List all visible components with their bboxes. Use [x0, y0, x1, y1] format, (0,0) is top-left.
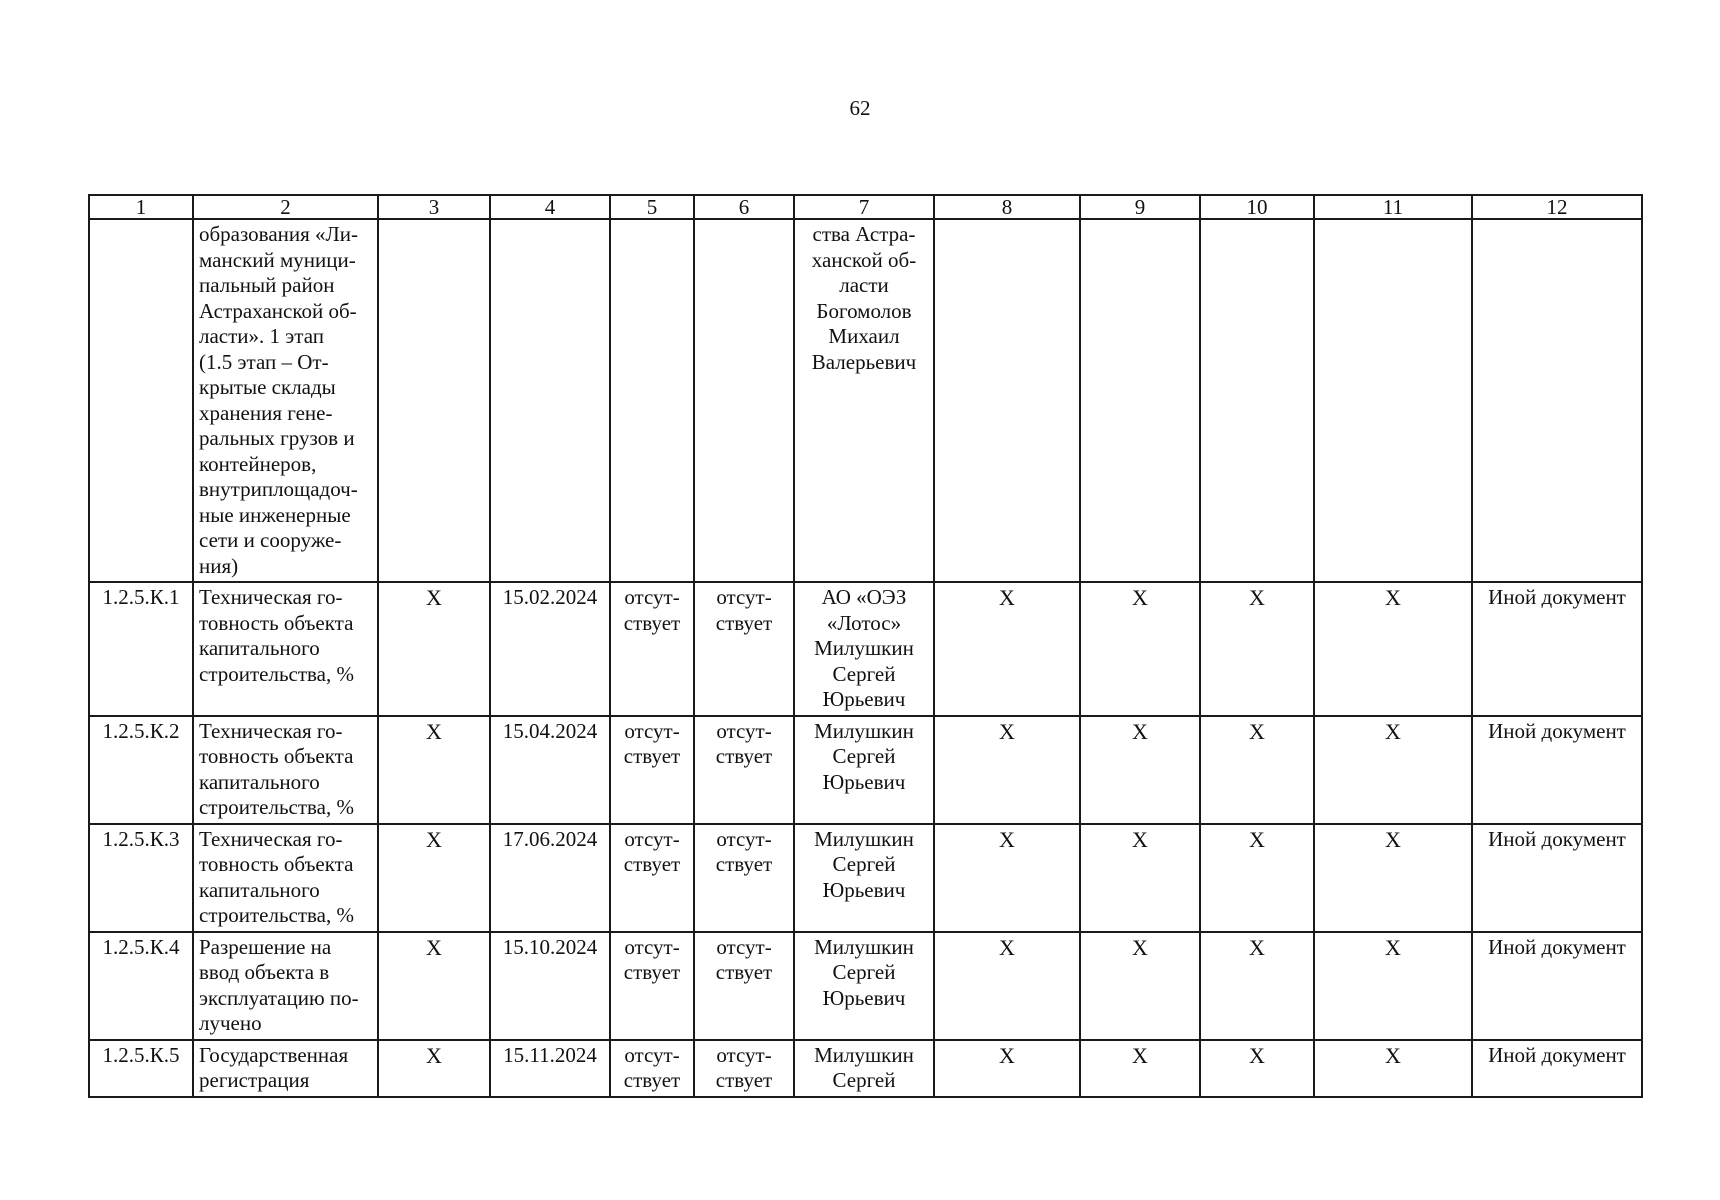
- row-name: Государственная регистрация: [193, 1040, 378, 1097]
- column-header: 12: [1472, 195, 1642, 219]
- column-header: 1: [89, 195, 193, 219]
- cell-5: отсут- ствует: [610, 1040, 694, 1097]
- column-header: 5: [610, 195, 694, 219]
- cell-3: X: [378, 582, 490, 716]
- cell-8: X: [934, 1040, 1080, 1097]
- cell-document: Иной документ: [1472, 1040, 1642, 1097]
- cell-8: X: [934, 824, 1080, 932]
- cell-responsible: Милушкин Сергей Юрьевич: [794, 716, 934, 824]
- cell-responsible: Милушкин Сергей Юрьевич: [794, 932, 934, 1040]
- cell-5: [610, 219, 694, 582]
- cell-3: X: [378, 716, 490, 824]
- column-header: 8: [934, 195, 1080, 219]
- cell-11: X: [1314, 1040, 1472, 1097]
- cell-document: [1472, 219, 1642, 582]
- row-code: 1.2.5.К.1: [89, 582, 193, 716]
- table-row: [89, 219, 1642, 582]
- cell-date: 15.04.2024: [490, 716, 610, 824]
- cell-9: X: [1080, 1040, 1200, 1097]
- cell-11: X: [1314, 716, 1472, 824]
- column-header: 6: [694, 195, 794, 219]
- cell-8: [934, 219, 1080, 582]
- row-name: Техническая го- товность объекта капитального строительства, %: [193, 716, 378, 824]
- cell-10: X: [1200, 716, 1314, 824]
- column-header: 4: [490, 195, 610, 219]
- cell-6: отсут- ствует: [694, 824, 794, 932]
- cell-6: отсут- ствует: [694, 582, 794, 716]
- row-name: Разрешение на ввод объекта в эксплуатацию по- лучено: [193, 932, 378, 1040]
- table-row: [89, 824, 1642, 932]
- cell-date: 15.11.2024: [490, 1040, 610, 1097]
- cell-5: отсут- ствует: [610, 824, 694, 932]
- cell-document: Иной документ: [1472, 932, 1642, 1040]
- column-header: 7: [794, 195, 934, 219]
- cell-8: X: [934, 932, 1080, 1040]
- cell-11: X: [1314, 824, 1472, 932]
- cell-6: отсут- ствует: [694, 716, 794, 824]
- row-name: Техническая го- товность объекта капитального строительства, %: [193, 582, 378, 716]
- column-header: 3: [378, 195, 490, 219]
- cell-10: [1200, 219, 1314, 582]
- cell-9: X: [1080, 824, 1200, 932]
- cell-6: [694, 219, 794, 582]
- cell-10: X: [1200, 1040, 1314, 1097]
- cell-date: [490, 219, 610, 582]
- cell-responsible: АО «ОЭЗ «Лотос» Милушкин Сергей Юрьевич: [794, 582, 934, 716]
- row-code: 1.2.5.К.2: [89, 716, 193, 824]
- cell-9: X: [1080, 582, 1200, 716]
- cell-11: [1314, 219, 1472, 582]
- row-code: 1.2.5.К.4: [89, 932, 193, 1040]
- row-name: Техническая го- товность объекта капитального строительства, %: [193, 824, 378, 932]
- cell-6: отсут- ствует: [694, 1040, 794, 1097]
- cell-9: [1080, 219, 1200, 582]
- page-number: 62: [849, 96, 871, 120]
- row-code: 1.2.5.К.5: [89, 1040, 193, 1097]
- cell-5: отсут- ствует: [610, 932, 694, 1040]
- cell-11: X: [1314, 932, 1472, 1040]
- cell-date: 15.10.2024: [490, 932, 610, 1040]
- column-header: 2: [193, 195, 378, 219]
- table-row: [89, 716, 1642, 824]
- cell-document: Иной документ: [1472, 824, 1642, 932]
- cell-3: [378, 219, 490, 582]
- cell-11: X: [1314, 582, 1472, 716]
- cell-3: X: [378, 1040, 490, 1097]
- row-name: образования «Ли- манский муници- пальный район Астраханской об- ласти». 1 этап (1.5 этап – От- крытые склады хранения гене- ральных грузов и контейнеров, внутриплощадоч- ные инженерные сети и сооруже- ния): [193, 219, 378, 582]
- cell-date: 17.06.2024: [490, 824, 610, 932]
- cell-5: отсут- ствует: [610, 582, 694, 716]
- cell-8: X: [934, 716, 1080, 824]
- cell-responsible: ства Астра- ханской об- ласти Богомолов Михаил Валерьевич: [794, 219, 934, 582]
- header-row: [89, 195, 1642, 219]
- cell-10: X: [1200, 824, 1314, 932]
- cell-9: X: [1080, 932, 1200, 1040]
- cell-date: 15.02.2024: [490, 582, 610, 716]
- column-header: 9: [1080, 195, 1200, 219]
- cell-10: X: [1200, 582, 1314, 716]
- cell-document: Иной документ: [1472, 716, 1642, 824]
- schedule-table: [88, 194, 1643, 1098]
- row-code: [89, 219, 193, 582]
- cell-document: Иной документ: [1472, 582, 1642, 716]
- row-code: 1.2.5.К.3: [89, 824, 193, 932]
- column-header: 10: [1200, 195, 1314, 219]
- cell-9: X: [1080, 716, 1200, 824]
- cell-responsible: Милушкин Сергей: [794, 1040, 934, 1097]
- cell-3: X: [378, 824, 490, 932]
- cell-responsible: Милушкин Сергей Юрьевич: [794, 824, 934, 932]
- table-row: [89, 1040, 1642, 1097]
- cell-6: отсут- ствует: [694, 932, 794, 1040]
- table-row: [89, 932, 1642, 1040]
- table-row: [89, 582, 1642, 716]
- cell-5: отсут- ствует: [610, 716, 694, 824]
- cell-3: X: [378, 932, 490, 1040]
- cell-8: X: [934, 582, 1080, 716]
- column-header: 11: [1314, 195, 1472, 219]
- cell-10: X: [1200, 932, 1314, 1040]
